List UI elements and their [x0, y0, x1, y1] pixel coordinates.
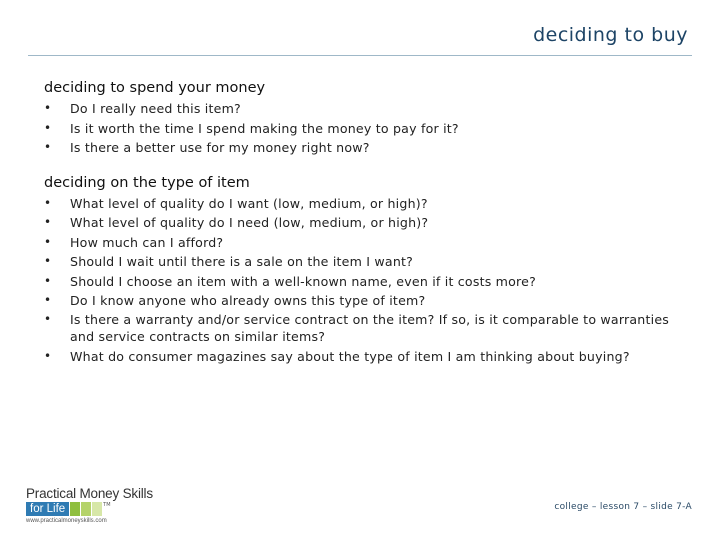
logo-url: www.practicalmoneyskills.com	[26, 518, 107, 524]
list-item	[44, 311, 684, 346]
slide-footer: college – lesson 7 – slide 7-A	[554, 502, 692, 512]
practical-money-skills-logo	[26, 486, 166, 526]
bullet-icon: •	[44, 120, 52, 135]
list-item-text: Should I choose an item with a well-known name, even if it costs more?	[70, 273, 536, 289]
bullet-icon: •	[44, 254, 52, 268]
list-item	[44, 213, 684, 233]
slide-content	[44, 80, 684, 382]
list-item-text: What level of quality do I need (low, medium, or high)?	[70, 215, 429, 230]
section-heading: deciding to spend your money	[44, 80, 266, 96]
bullet-icon: •	[44, 140, 52, 154]
logo-tagline: for Life	[26, 502, 69, 516]
list-item	[44, 233, 684, 253]
bullet-icon: •	[44, 215, 52, 229]
list-item-text: What do consumer magazines say about the type of item I am thinking about buying?	[70, 348, 630, 364]
slide-title: deciding to buy	[533, 24, 688, 46]
logo-color-block	[81, 502, 91, 516]
bullet-icon: •	[44, 348, 52, 363]
list-item	[44, 348, 684, 366]
logo-tagline-row	[26, 502, 166, 516]
list-item	[44, 99, 684, 119]
bullet-icon: •	[44, 293, 52, 307]
list-item-text: Do I know anyone who already owns this type of item?	[70, 293, 426, 308]
section-spend-money	[44, 80, 684, 158]
section-heading: deciding on the type of item	[44, 174, 250, 191]
list-item	[44, 252, 684, 272]
list-item	[44, 138, 684, 158]
list-item-text: How much can I afford?	[70, 234, 224, 250]
logo-color-block	[92, 502, 102, 516]
list-item-text: What level of quality do I want (low, medium, or high)?	[70, 195, 428, 211]
list-item-text: Is there a better use for my money right now?	[70, 140, 370, 155]
list-item	[44, 272, 684, 292]
list-item-text: Should I wait until there is a sale on the item I want?	[70, 254, 414, 269]
logo-color-block	[70, 502, 80, 516]
list-item	[44, 291, 684, 311]
logo-title: Practical Money Skills	[26, 486, 153, 501]
list-item-text: Is it worth the time I spend making the money to pay for it?	[70, 120, 459, 136]
list-item-text: Do I really need this item?	[70, 101, 241, 116]
title-divider	[28, 55, 692, 56]
bullet-list	[44, 194, 684, 366]
section-type-of-item	[44, 175, 684, 366]
list-item	[44, 194, 684, 214]
bullet-icon: •	[44, 101, 52, 115]
list-item	[44, 119, 684, 139]
bullet-icon: •	[44, 273, 52, 288]
bullet-icon: •	[44, 195, 52, 210]
bullet-icon: •	[44, 234, 52, 249]
trademark-mark: TM	[103, 502, 111, 508]
bullet-list	[44, 99, 684, 158]
bullet-icon: •	[44, 311, 52, 326]
list-item-text: Is there a warranty and/or service contract on the item? If so, is it comparable to warranties and service contracts on similar items?	[70, 311, 670, 344]
